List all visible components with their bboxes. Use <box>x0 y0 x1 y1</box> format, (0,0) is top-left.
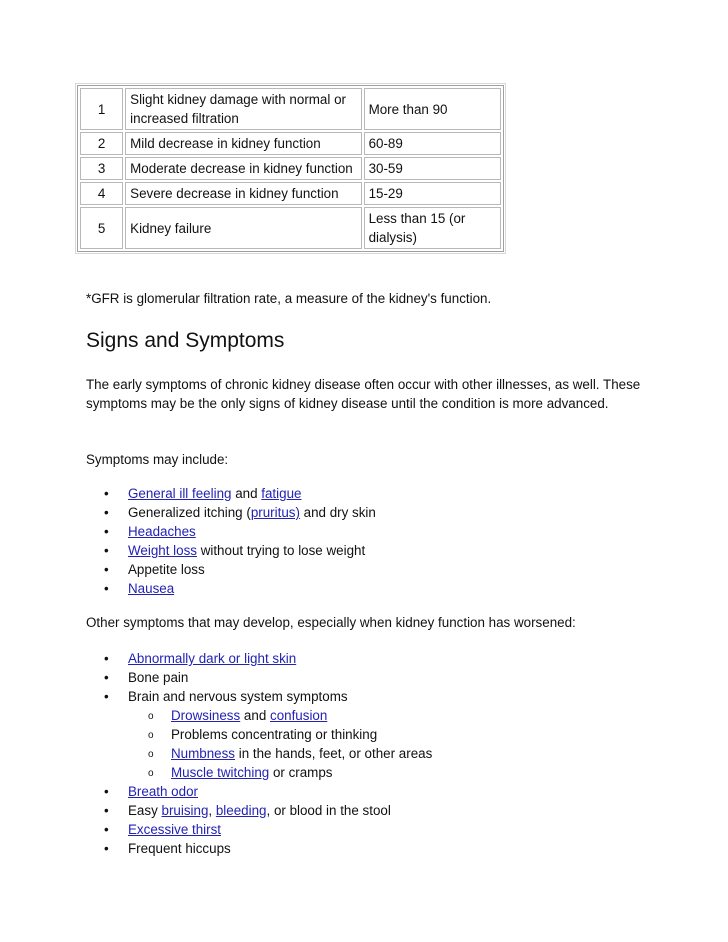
table-row <box>80 207 501 249</box>
stage-description-cell: Kidney failure <box>125 207 361 249</box>
list-item <box>0 687 432 706</box>
gfr-footnote: *GFR is glomerular filtration rate, a measure of the kidney's function. <box>86 291 492 306</box>
list-item <box>0 560 376 579</box>
list-item <box>0 839 432 858</box>
sub-bullet-icon: o <box>148 730 154 741</box>
symptom-text: Frequent hiccups <box>128 841 231 856</box>
bullet-icon: • <box>104 784 109 799</box>
symptom-link[interactable]: Drowsiness <box>171 708 241 723</box>
intro-paragraph: The early symptoms of chronic kidney disease often occur with other illnesses, as well. These symptoms may be the only signs of kidney disease until the condition is more advanced. <box>86 377 641 411</box>
stage-number-cell: 1 <box>80 88 123 130</box>
symptom-link[interactable]: Breath odor <box>128 784 198 799</box>
symptom-text: , <box>208 803 216 818</box>
stage-number-cell: 5 <box>80 207 123 249</box>
stage-description-cell: Severe decrease in kidney function <box>125 182 361 205</box>
symptom-text: Easy <box>128 803 162 818</box>
symptom-link[interactable]: bleeding <box>215 803 267 818</box>
symptom-link[interactable]: Numbness <box>171 746 236 761</box>
symptom-text: and dry skin <box>299 505 376 520</box>
stage-description-cell: Moderate decrease in kidney function <box>125 157 361 180</box>
symptom-link[interactable]: Headaches <box>128 524 196 539</box>
list-item <box>0 801 432 820</box>
symptom-text: in the hands, feet, or other areas <box>235 746 433 761</box>
list-item <box>0 782 432 801</box>
table-row <box>80 88 501 130</box>
bullet-icon: • <box>104 803 109 818</box>
stage-table-body <box>80 88 501 249</box>
section-heading: Signs and Symptoms <box>86 329 285 352</box>
symptom-text: and <box>231 486 262 501</box>
gfr-range-cell: 30-59 <box>364 157 501 180</box>
bullet-icon: • <box>104 562 109 577</box>
list-item <box>0 649 432 668</box>
bullet-icon: • <box>104 581 109 596</box>
table-row <box>80 182 501 205</box>
symptom-link[interactable]: Weight loss <box>128 543 197 558</box>
ckd-stage-table <box>77 85 504 252</box>
table-row <box>80 132 501 155</box>
symptom-text: Problems concentrating or thinking <box>171 727 378 742</box>
symptom-text: and <box>240 708 270 723</box>
sub-bullet-icon: o <box>148 711 154 722</box>
symptom-link[interactable]: confusion <box>270 708 328 723</box>
list-item <box>0 668 432 687</box>
symptom-text: or cramps <box>269 765 333 780</box>
stage-description-cell: Slight kidney damage with normal or increased filtration <box>125 88 361 130</box>
sub-list-item <box>0 744 432 763</box>
list-item <box>0 484 376 503</box>
bullet-icon: • <box>104 486 109 501</box>
stage-number-cell: 3 <box>80 157 123 180</box>
symptom-link[interactable]: fatigue <box>261 486 302 501</box>
symptom-link[interactable]: Excessive thirst <box>128 822 222 837</box>
symptom-link[interactable]: General ill feeling <box>128 486 232 501</box>
bullet-icon: • <box>104 505 109 520</box>
list-item <box>0 522 376 541</box>
other-symptom-list <box>0 649 432 858</box>
symptom-text: without trying to lose weight <box>196 543 366 558</box>
bullet-icon: • <box>104 689 109 704</box>
symptom-link[interactable]: bruising <box>161 803 209 818</box>
list-item <box>0 579 376 598</box>
symptom-text: Appetite loss <box>128 562 205 577</box>
sub-list-item <box>0 725 432 744</box>
sub-list-item <box>0 706 432 725</box>
other-symptoms-lead: Other symptoms that may develop, especially when kidney function has worsened: <box>86 615 576 630</box>
symptom-link[interactable]: pruritus) <box>250 505 300 520</box>
sub-bullet-icon: o <box>148 768 154 779</box>
stage-number-cell: 2 <box>80 132 123 155</box>
symptom-text: Brain and nervous system symptoms <box>128 689 348 704</box>
symptom-text: , or blood in the stool <box>266 803 391 818</box>
symptoms-lead: Symptoms may include: <box>86 452 229 467</box>
bullet-icon: • <box>104 651 109 666</box>
list-item <box>0 541 376 560</box>
symptom-link[interactable]: Muscle twitching <box>171 765 270 780</box>
stage-description-cell: Mild decrease in kidney function <box>125 132 361 155</box>
bullet-icon: • <box>104 524 109 539</box>
gfr-range-cell: Less than 15 (or dialysis) <box>364 207 501 249</box>
bullet-icon: • <box>104 543 109 558</box>
symptom-list <box>0 484 376 598</box>
symptom-text: Bone pain <box>128 670 189 685</box>
bullet-icon: • <box>104 841 109 856</box>
sub-list-item <box>0 763 432 782</box>
table-row <box>80 157 501 180</box>
list-item <box>0 503 376 522</box>
sub-bullet-icon: o <box>148 749 154 760</box>
list-item <box>0 820 432 839</box>
symptom-link[interactable]: Abnormally dark or light skin <box>128 651 297 666</box>
symptom-text: Generalized itching ( <box>128 505 251 520</box>
stage-number-cell: 4 <box>80 182 123 205</box>
bullet-icon: • <box>104 670 109 685</box>
symptom-link[interactable]: Nausea <box>128 581 175 596</box>
gfr-range-cell: More than 90 <box>364 88 501 130</box>
gfr-range-cell: 15-29 <box>364 182 501 205</box>
gfr-range-cell: 60-89 <box>364 132 501 155</box>
bullet-icon: • <box>104 822 109 837</box>
